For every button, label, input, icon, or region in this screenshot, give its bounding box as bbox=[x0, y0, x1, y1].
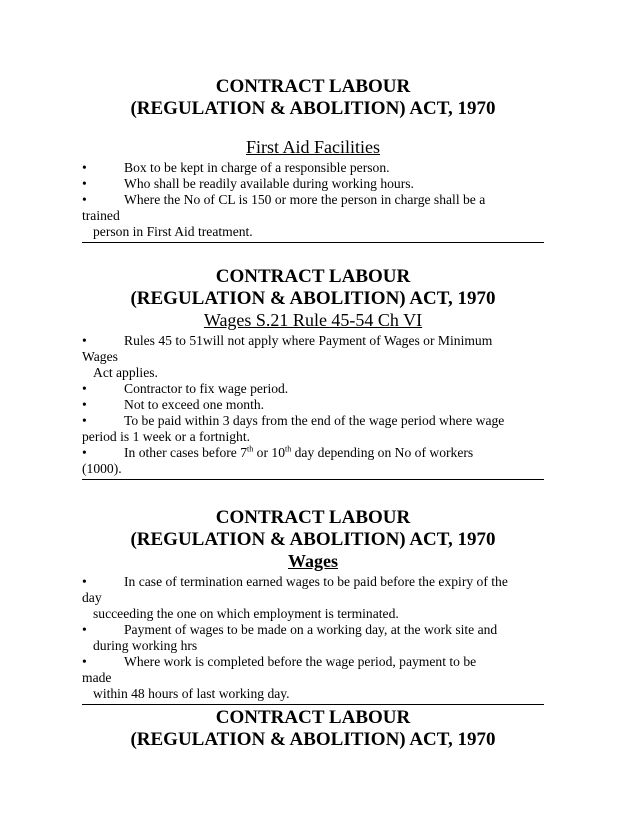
bullet-line bbox=[82, 622, 544, 638]
continuation-line: Wages bbox=[82, 349, 118, 364]
superscript: th bbox=[285, 444, 292, 454]
section-contract-labour bbox=[82, 707, 544, 751]
line-text: Who shall be readily available during working hours. bbox=[124, 176, 414, 191]
line-text: day depending on No of workers bbox=[291, 445, 474, 460]
section-body bbox=[82, 574, 544, 702]
section-title: CONTRACT LABOUR bbox=[215, 507, 411, 528]
section-first-aid bbox=[82, 76, 544, 243]
bullet: • bbox=[82, 333, 87, 348]
bullet-line bbox=[82, 397, 544, 413]
section-divider bbox=[82, 242, 544, 243]
bullet-line bbox=[82, 176, 544, 192]
bullet-line bbox=[82, 192, 544, 208]
bullet: • bbox=[82, 654, 87, 669]
line-text: Box to be kept in charge of a responsible person. bbox=[124, 160, 390, 175]
continuation-line: (1000). bbox=[82, 461, 122, 476]
bullet: • bbox=[82, 413, 87, 428]
section-title: CONTRACT LABOUR bbox=[215, 266, 411, 287]
section-divider bbox=[82, 704, 544, 705]
section-title-act: (REGULATION & ABOLITION) ACT, 1970 bbox=[130, 729, 496, 750]
bullet-line bbox=[82, 574, 544, 590]
bullet: • bbox=[82, 381, 87, 396]
section-wages bbox=[82, 507, 544, 705]
line-text: Not to exceed one month. bbox=[124, 397, 265, 412]
continuation-line: period is 1 week or a fortnight. bbox=[82, 429, 250, 444]
line-text: Where the No of CL is 150 or more the person in charge shall be a bbox=[124, 192, 486, 207]
section-body bbox=[82, 333, 544, 477]
bullet: • bbox=[82, 574, 87, 589]
section-title: CONTRACT LABOUR bbox=[215, 707, 411, 728]
section-subtitle: First Aid Facilities bbox=[245, 137, 380, 157]
bullet: • bbox=[82, 397, 87, 412]
section-title-act: (REGULATION & ABOLITION) ACT, 1970 bbox=[130, 98, 496, 119]
continuation-line: day bbox=[82, 590, 102, 605]
section-subtitle: Wages S.21 Rule 45-54 Ch VI bbox=[203, 310, 423, 330]
line-text: Payment of wages to be made on a working day, at the work site and bbox=[124, 622, 498, 637]
bullet-line bbox=[82, 333, 544, 349]
line-text: Where work is completed before the wage period, payment to be bbox=[124, 654, 477, 669]
continuation-line: person in First Aid treatment. bbox=[93, 224, 253, 239]
continuation-line: during working hrs bbox=[93, 638, 198, 653]
bullet: • bbox=[82, 176, 87, 191]
line-text: In other cases before 7 bbox=[124, 445, 248, 460]
bullet-line bbox=[82, 381, 544, 397]
section-title: CONTRACT LABOUR bbox=[215, 76, 411, 97]
section-title-act: (REGULATION & ABOLITION) ACT, 1970 bbox=[130, 288, 496, 309]
continuation-line: Act applies. bbox=[93, 365, 158, 380]
section-divider bbox=[82, 479, 544, 480]
continuation-line: within 48 hours of last working day. bbox=[93, 686, 290, 701]
line-text: or 10 bbox=[253, 445, 285, 460]
bullet: • bbox=[82, 622, 87, 637]
bullet: • bbox=[82, 192, 87, 207]
section-wages-rule bbox=[82, 266, 544, 480]
bullet-line bbox=[82, 160, 544, 176]
section-body bbox=[82, 160, 544, 240]
continuation-line: made bbox=[82, 670, 112, 685]
bullet-line bbox=[82, 654, 544, 670]
line-text: To be paid within 3 days from the end of the wage period where wage bbox=[124, 413, 505, 428]
superscript: th bbox=[247, 444, 254, 454]
bullet-line bbox=[82, 413, 544, 429]
section-title-act: (REGULATION & ABOLITION) ACT, 1970 bbox=[130, 529, 496, 550]
continuation-line: trained bbox=[82, 208, 120, 223]
bullet: • bbox=[82, 160, 87, 175]
line-text: Rules 45 to 51will not apply where Payment of Wages or Minimum bbox=[124, 333, 493, 348]
line-text: In case of termination earned wages to be paid before the expiry of the bbox=[124, 574, 508, 589]
line-text: Contractor to fix wage period. bbox=[124, 381, 289, 396]
continuation-line: succeeding the one on which employment is terminated. bbox=[93, 606, 399, 621]
bullet: • bbox=[82, 445, 87, 460]
bullet-line bbox=[82, 445, 544, 461]
section-subtitle: Wages bbox=[287, 551, 338, 571]
